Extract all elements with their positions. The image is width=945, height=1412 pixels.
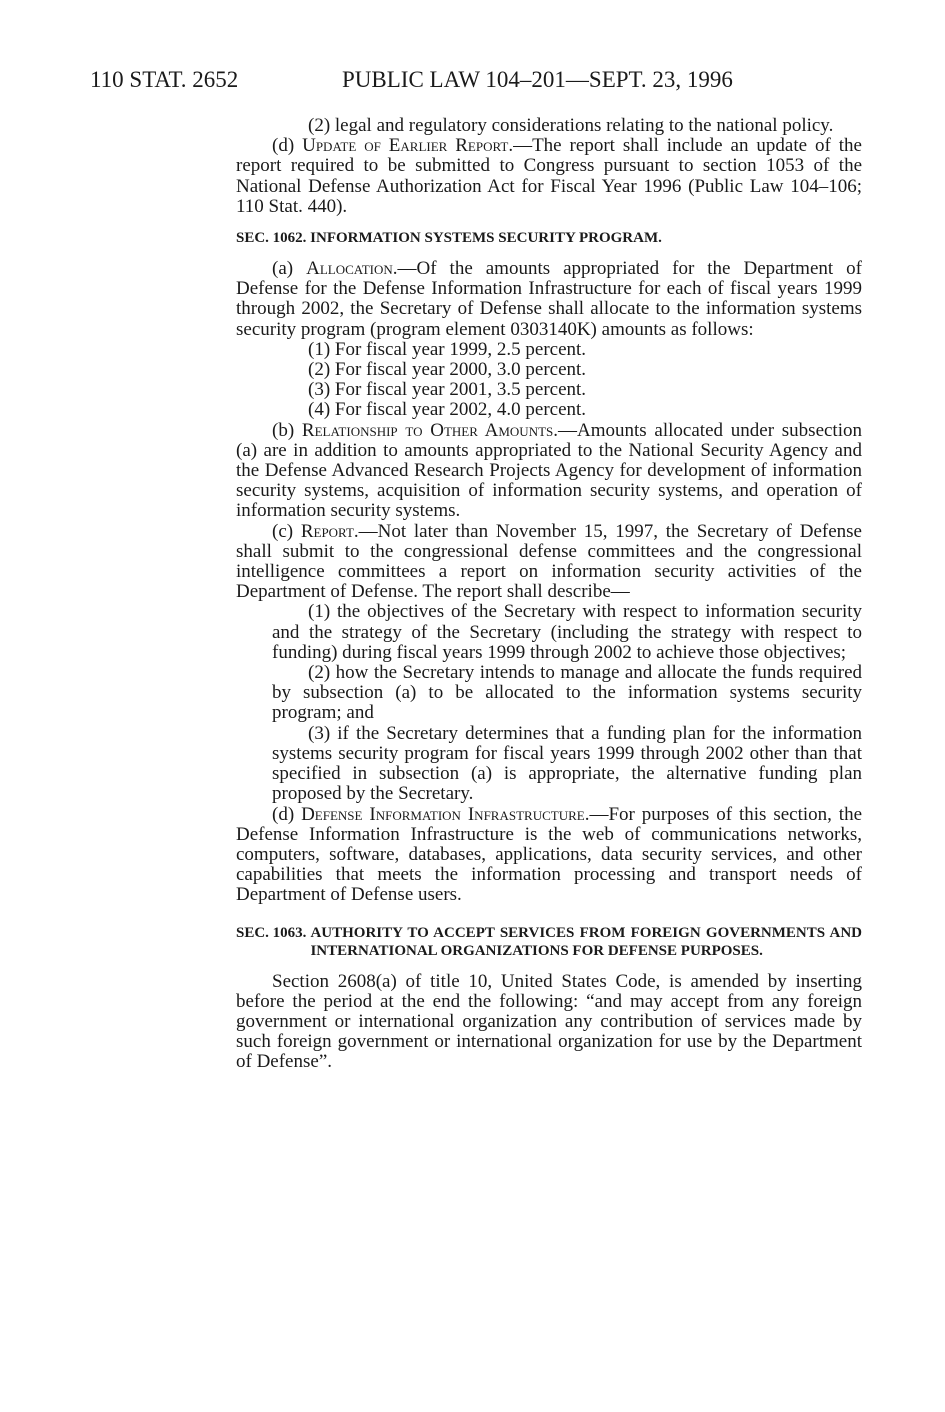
section-1062-subsection-b [236, 421, 862, 522]
section-1062-subsection-d [236, 805, 862, 906]
subsection-text: —Of the amounts appropriated for the Department of Defense for the Defense Information Infrastructure for each of fiscal years 1999 through 2002, the Secretary of Defense shall allocate to the information systems security program (program element 0303140K) amounts as follows: [236, 258, 862, 340]
intro-paragraph-2: (2) legal and regulatory considerations relating to the national policy. [308, 115, 834, 136]
subsection-heading: Report. [300, 520, 359, 542]
section-1062-subsection-a [236, 259, 862, 340]
statute-page-number: 110 STAT. 2652 [90, 67, 239, 92]
subsection-heading: Defense Information Infrastructure. [301, 803, 590, 825]
subsection-heading: Update of Earlier Report. [302, 135, 514, 157]
section-1063-text: Section 2608(a) of title 10, United States Code, is amended by inserting before the period at the end the following: “and may accept from any foreign government or international organization any contribution of services made by such foreign government or international organization for use by the Department of Defense”. [236, 970, 862, 1073]
allocation-item: (4) For fiscal year 2002, 4.0 percent. [308, 399, 587, 421]
subsection-label: (b) [272, 419, 302, 441]
subsection-heading: Relationship to Other Amounts. [301, 419, 558, 441]
subsection-text: —For purposes of this section, the Defense Information Infrastructure is the web of communications networks, computers, software, databases, applications, data security services, and other capabilities that meets the information processing and transport needs of Department of Defense users. [236, 803, 863, 906]
subsection-label: (c) [272, 520, 301, 542]
allocation-item: (2) For fiscal year 2000, 3.0 percent. [308, 359, 587, 381]
section-1062-subsection-c [236, 522, 862, 603]
public-law-citation: PUBLIC LAW 104–201—SEPT. 23, 1996 [342, 67, 733, 92]
allocation-item: (3) For fiscal year 2001, 3.5 percent. [308, 379, 587, 401]
subsection-text: —The report shall include an update of the report required to be submitted to Congress pursuant to section 1053 of the National Defense Authorization Act for Fiscal Year 1996 (Public Law 104–106; 110 Stat. 440). [236, 135, 862, 217]
section-1062-heading: SEC. 1062. INFORMATION SYSTEMS SECURITY PROGRAM. [236, 230, 662, 247]
subsection-label: (d) [272, 803, 302, 825]
report-item: (3) if the Secretary determines that a funding plan for the information systems security program for fiscal years 1999 through 2002 other than that specified in subsection (a) is appropriate, the alternative funding plan proposed by the Secretary. [272, 722, 862, 805]
document-body [236, 116, 862, 1073]
subsection-text: —Amounts allocated under subsection (a) are in addition to amounts appropriated to the National Security Agency and the Defense Advanced Research Projects Agency for development of information security systems, acquisition of information security systems, and operation of information security systems. [236, 419, 862, 522]
subsection-text: —Not later than November 15, 1997, the Secretary of Defense shall submit to the congressional defense committees and the congressional intelligence committees a report on information security activities of the Department of Defense. The report shall describe— [236, 520, 862, 603]
report-item: (2) how the Secretary intends to manage and allocate the funds required by subsection (a) to be allocated to the information systems security program; and [272, 662, 862, 724]
subsection-label: (a) [272, 258, 307, 280]
subsection-heading: Allocation. [306, 258, 398, 280]
section-title: AUTHORITY TO ACCEPT SERVICES FROM FOREIGN GOVERNMENTS AND INTERNATIONAL ORGANIZATIONS FOR DEFENSE PURPOSES. [310, 924, 862, 959]
report-item: (1) the objectives of the Secretary with respect to information security and the strategy of the Secretary (including the strategy with respect to funding) during fiscal years 1999 through 2002 to achieve those objectives; [272, 601, 862, 663]
subsection-label: (d) [272, 135, 303, 157]
intro-subsection-d [236, 136, 862, 217]
section-1063-heading [236, 924, 862, 960]
section-number: SEC. 1063. [236, 924, 307, 941]
allocation-item: (1) For fiscal year 1999, 2.5 percent. [308, 338, 587, 360]
